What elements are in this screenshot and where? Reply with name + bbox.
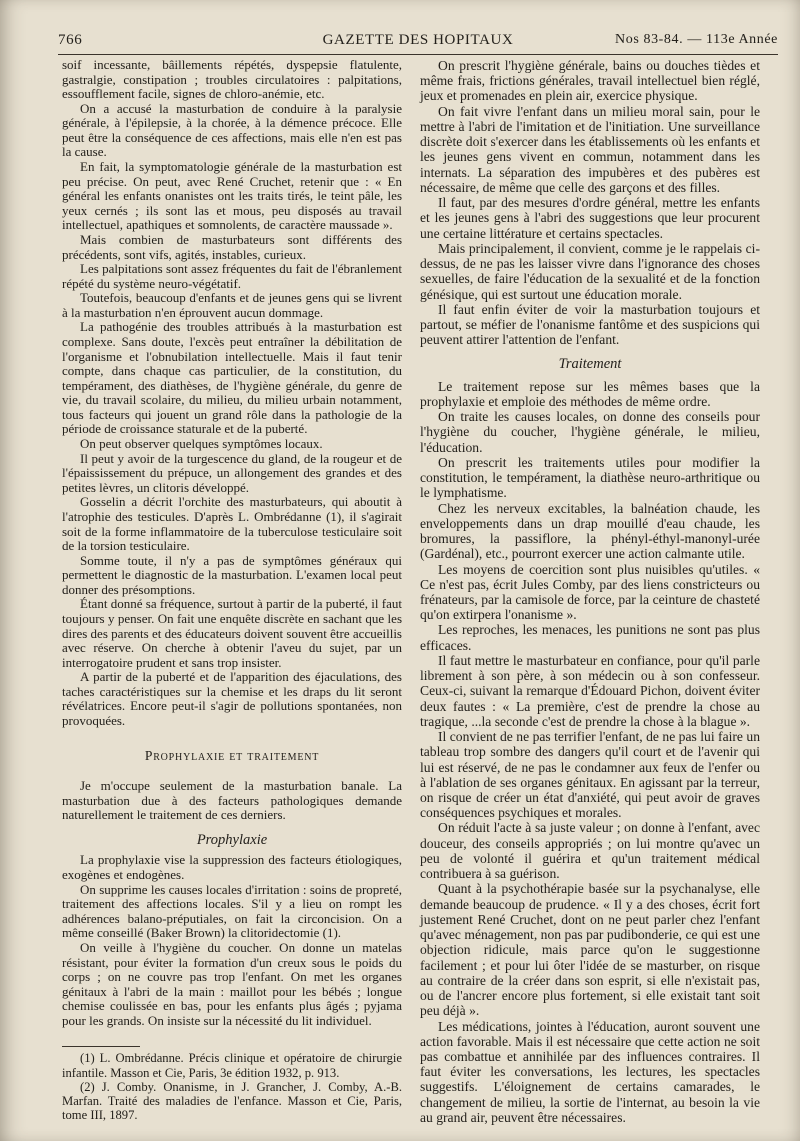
subsection-heading: Traitement	[558, 356, 622, 373]
paragraph: Chez les nerveux excitables, la balnéation chaude, les enveloppements dans un drap mouillé d'eau chaude, les bromures, la passiflore, la phényl-éthyl-manonyl-urée (Gardénal), etc., pourront exercer une action calmante utile.	[420, 500, 760, 562]
paragraph: En fait, la symptomatologie générale de la masturbation est peu précise. On peut, avec René Cruchet, retenir que : « En général les enfants onanistes ont les traits tirés, le teint pâle, les yeux cernés ; ils sont las et mous, peu disposés au travail intellectuel, apathiques et somnolents, de caractère maussade ».	[62, 159, 402, 233]
paragraph: Il faut enfin éviter de voir la masturbation toujours et partout, se méfier de l'onanisme fantôme et des suspicions qui peuvent attirer l'attention de l'enfant.	[420, 301, 760, 348]
paragraph: On fait vivre l'enfant dans un milieu moral sain, pour le mettre à l'abri de l'imitation et de l'initiation. Une surveillance discrète doit s'exercer dans les établissements où les enfants et les jeunes gens vivent en commun, notamment dans les internats. La séparation des impubères et des pubères est nécessaire, de même que celle des garçons et des filles.	[420, 103, 760, 195]
paragraph: Il peut y avoir de la turgescence du gland, de la rougeur et de l'épaississement du prépuce, un allongement des grandes et des petites lèvres, un clitoris développé.	[62, 450, 402, 495]
paragraph: Les moyens de coercition sont plus nuisibles qu'utiles. « Ce n'est pas, écrit Jules Comby, par des liens constricteurs ou frénateurs, par la camisole de force, par la ceinture de chasteté qu'on extirpera l'onanisme ».	[420, 561, 760, 623]
paragraph: On veille à l'hygiène du coucher. On donne un matelas résistant, pour éviter la formation d'un creux sous le poids du corps ; on ne couvre pas trop l'enfant. On met les organes génitaux à l'abri de la main : maillot pour les bébés ; longue chemise coulissée en bas, pour les enfants plus âgés ; pyjama pour les grands. On insiste sur la nécessité du lit individuel.	[62, 939, 402, 1028]
subsection-heading: Prophylaxie	[196, 831, 268, 848]
paragraph: soif incessante, bâillements répétés, dyspepsie flatulente, gastralgie, constipation ; troubles circulatoires : palpitations, essoufflement facile, signes de chloro-anémie, etc.	[62, 57, 402, 102]
paragraph: On prescrit l'hygiène générale, bains ou douches tièdes et même frais, frictions générales, travail intellectuel bien réglé, jeux et promenades en plein air, exercice physique.	[420, 58, 760, 104]
left-column	[62, 58, 402, 1122]
paragraph: Toutefois, beaucoup d'enfants et de jeunes gens qui se livrent à la masturbation n'en éprouvent aucun dommage.	[62, 290, 402, 320]
paragraph: Je m'occupe seulement de la masturbation banale. La masturbation due à des facteurs pathologiques demande naturellement le traitement de ces derniers.	[62, 778, 402, 823]
paragraph: La prophylaxie vise la suppression des facteurs étiologiques, exogènes et endogènes.	[62, 852, 402, 883]
paragraph: Mais principalement, il convient, comme je le rappelais ci-dessus, de ne pas les laisser vivre dans l'ignorance des choses sexuelles, de faire l'éducation de la sexualité et de la fonction génésique, qui est surtout une éducation morale.	[420, 240, 760, 302]
paragraph: Somme toute, il n'y a pas de symptômes généraux qui permettent le diagnostic de la masturbation. L'examen local peut donner des présomptions.	[62, 552, 402, 597]
paragraph: Étant donné sa fréquence, surtout à partir de la puberté, il faut toujours y penser. On fait une enquête discrète en sachant que les dires des parents et des éducateurs doivent souvent être accueillis avec réserve. On cherche à obtenir l'aveu du sujet, par un interrogatoire prudent et sans trop insister.	[62, 596, 402, 670]
paragraph: Quant à la psychothérapie basée sur la psychanalyse, elle demande beaucoup de prudence. « Il y a des choses, écrit fort justement René Cruchet, dont on ne peut parler chez l'enfant qu'avec ménagement, non pas par pudibonderie, ce qui est une objection ridicule, mais parce qu'on le suggestionne facilement ; et pour lui ôter l'idée de se masturber, on risque au contraire de la créer dans son esprit, si elle n'existait pas, ou de l'ancrer encore plus fortement, si elle existait tant soit peu déjà ».	[420, 881, 760, 1019]
journal-title: GAZETTE DES HOPITAUX	[322, 32, 514, 48]
paragraph: On prescrit les traitements utiles pour modifier la constitution, le tempérament, la diathèse neuro-arthritique ou le lymphatisme.	[420, 454, 760, 501]
section-heading: Prophylaxie et traitement	[144, 747, 320, 763]
paragraph: Les médications, jointes à l'éducation, auront souvent une action favorable. Mais il est nécessaire que cette action ne soit pas combattue et annihilée par des influences contraires. Il faut éviter les conversations, les lectures, les spectacles suggestifs. L'éloignement de certains camarades, le changement de milieu, la sortie de l'internat, au besoin la vie au grand air, peuvent être nécessaires.	[420, 1018, 760, 1125]
right-column	[420, 58, 760, 1125]
page-number: 766	[58, 32, 83, 48]
footnote: (2) J. Comby. Onanisme, in J. Grancher, J. Comby, A.-B. Marfan. Traité des maladies de l'enfance. Masson et Cie, Paris, tome III, 1897.	[62, 1079, 402, 1123]
paragraph: Les palpitations sont assez fréquentes du fait de l'ébranlement répété du système neuro-végétatif.	[62, 261, 402, 291]
issue-info: Nos 83-84. — 113e Année	[615, 32, 778, 47]
paragraph: Le traitement repose sur les mêmes bases que la prophylaxie et emploie des méthodes de même ordre.	[420, 378, 760, 409]
paragraph: On peut observer quelques symptômes locaux.	[80, 436, 323, 452]
paragraph: Les reproches, les menaces, les punitions ne sont pas plus efficaces.	[420, 622, 760, 653]
paragraph: On réduit l'acte à sa juste valeur ; on donne à l'enfant, avec douceur, des conseils appropriés ; on lui montre qu'avec un peu de volonté il guérira et qu'un traitement médical contribuera à sa guérison.	[420, 820, 760, 882]
running-header	[58, 28, 778, 55]
paragraph: La pathogénie des troubles attribués à la masturbation est complexe. Sans doute, l'excès peut entraîner la débilitation de l'organisme et l'obnubilation intellectuelle. Mais il faut tenir compte, dans chaque cas particulier, de la constitution, du tempérament, des diathèses, de l'hygiène générale, du genre de vie, du travail scolaire, du milieu, du milieu urbain notamment, tous facteurs qui jouent un grand rôle dans la pathologie de la période de croissance staturale et de la puberté.	[62, 319, 402, 437]
paragraph: Il convient de ne pas terrifier l'enfant, de ne pas lui faire un tableau trop sombre des dangers qu'il court et de l'avenir qui lui est réservé, de ne pas le condamner aux feux de l'enfer ou à l'ablation de ses organes génitaux. En agissant par la terreur, on risque de créer un état d'anxiété, qui peut avoir de graves conséquences psychiques et morales.	[420, 729, 760, 821]
paragraph: On supprime les causes locales d'irritation : soins de propreté, traitement des affections locales. S'il y a lieu on rompt les adhérences balano-préputiales, on fait la circoncision. On a même conseillé (Baker Brown) la clitoridectomie (1).	[62, 881, 402, 941]
paragraph: A partir de la puberté et de l'apparition des éjaculations, des taches caractéristiques sur la chemise et les draps du lit seront révélatrices. Encore peut-il s'agir de pollutions spontanées, non provoquées.	[62, 669, 402, 729]
paragraph: On a accusé la masturbation de conduire à la paralysie générale, à l'épilepsie, à la chorée, à la démence précoce. Elle peut être la conséquence de ces affections, mais elle n'en est pas la cause.	[62, 100, 402, 160]
paragraph: Gosselin a décrit l'orchite des masturbateurs, qui aboutit à l'atrophie des testicules. D'après L. Ombrédanne (1), il s'agirait soit de la forme inflammatoire de la tuberculose testiculaire soit de la torsion testiculaire.	[62, 494, 402, 554]
footnote: (1) L. Ombrédanne. Précis clinique et opératoire de chirurgie infantile. Masson et Cie, Paris, 3e édition 1932, p. 913.	[62, 1051, 402, 1080]
footnote-divider	[62, 1046, 140, 1047]
paragraph: Il faut mettre le masturbateur en confiance, pour qu'il parle librement à son père, à son médecin ou à son confesseur. Ceux-ci, suivant la remarque d'Édouard Pichon, doivent éviter deux fautes : « La première, c'est de prendre la chose au tragique, ...la seconde c'est de prendre la chose à la blague ».	[420, 652, 760, 729]
paragraph: Il faut, par des mesures d'ordre général, mettre les enfants et les jeunes gens à l'abri des suggestions que leur procurent une certaine littérature et certains spectacles.	[420, 195, 760, 241]
paragraph: Mais combien de masturbateurs sont différents des précédents, sont vifs, agités, instables, curieux.	[62, 231, 402, 262]
paragraph: On traite les causes locales, on donne des conseils pour l'hygiène du coucher, l'hygiène générale, le milieu, l'éducation.	[420, 409, 760, 455]
